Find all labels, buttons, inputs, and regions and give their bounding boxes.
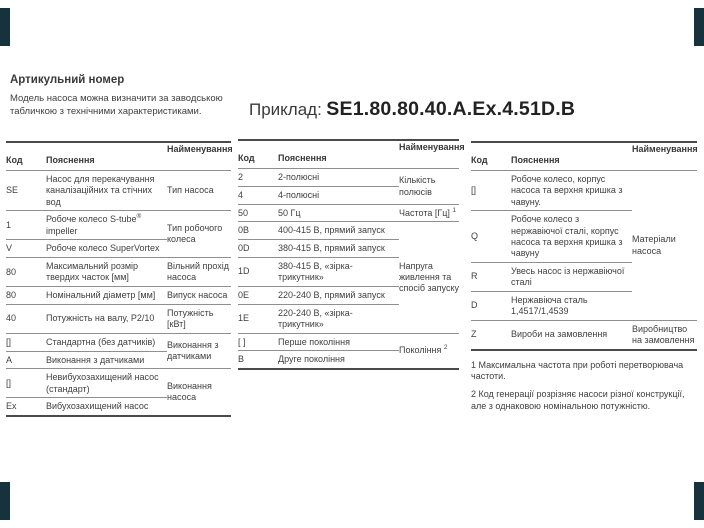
- explanation-cell: Номінальний діаметр [мм]: [46, 287, 167, 305]
- code-cell: R: [471, 262, 511, 291]
- designation-cell: Кількість полюсів: [399, 169, 459, 205]
- type-key-table-electrical: [238, 139, 465, 370]
- explanation-cell: 220-240 В, прямий запуск: [278, 286, 399, 304]
- code-cell: 0B: [238, 222, 278, 240]
- explanation-cell: Робоче колесо S-tube® impeller: [46, 211, 167, 240]
- column-header-designation: Найменування: [167, 142, 231, 171]
- column-header-code: Код: [238, 140, 278, 169]
- header-row: [471, 142, 697, 171]
- table-row: [238, 333, 459, 351]
- column-header-explanation: Пояснення: [511, 142, 632, 171]
- table-row: [6, 211, 231, 240]
- table-row: [471, 171, 697, 211]
- designation-cell: Матеріали насоса: [632, 171, 697, 321]
- code-cell: 2: [238, 169, 278, 187]
- column-header-code: Код: [6, 142, 46, 171]
- column-header-designation: Найменування: [632, 142, 697, 171]
- explanation-cell: Насос для перекачування каналізаційних та стічних вод: [46, 171, 167, 211]
- explanation-cell: Нержавіюча сталь 1,4517/1,4539: [511, 291, 632, 320]
- code-cell: D: [471, 291, 511, 320]
- example-line: [249, 98, 575, 121]
- code-cell: Z: [471, 329, 477, 340]
- page-corner-mark: [0, 482, 10, 520]
- designation-cell: Виконання насоса: [167, 381, 212, 403]
- code-cell: 50: [238, 204, 278, 222]
- explanation-cell: Увесь насос із нержавіючої сталі: [511, 262, 632, 291]
- code-cell: 80: [6, 287, 46, 305]
- explanation-cell: Перше покоління: [278, 333, 399, 351]
- intro-paragraph: Модель насоса можна визначити за заводською табличкою з технічними характеристиками.: [10, 93, 223, 117]
- column-header-designation: Найменування: [399, 140, 459, 169]
- table-row: [6, 333, 231, 351]
- explanation-cell: 400-415 В, прямий запуск: [278, 222, 399, 240]
- type-key-table-pump: [6, 141, 231, 417]
- right-column: [471, 141, 697, 419]
- designation-cell: Тип робочого колеса: [167, 211, 231, 258]
- column-header-explanation: Пояснення: [46, 142, 167, 171]
- type-key-table-materials: [471, 141, 697, 351]
- table-row: [6, 304, 231, 333]
- code-cell: 0E: [238, 286, 278, 304]
- type-key-table: [238, 139, 465, 370]
- table-row: [238, 222, 459, 240]
- designation-cell: Тип насоса: [167, 171, 231, 211]
- table-row: [6, 171, 231, 211]
- code-cell: 0D: [238, 240, 278, 258]
- explanation-cell: 380-415 В, «зірка-трикутник»: [278, 257, 399, 286]
- footnote-1: 1 Максимальна частота при роботі перетворювача частоти.: [471, 359, 684, 382]
- table-row: [471, 320, 697, 350]
- code-cell: B: [238, 354, 245, 365]
- designation-cell: Покоління $^2$: [399, 344, 448, 356]
- code-cell: 1E: [238, 304, 278, 333]
- table-row: [6, 369, 231, 398]
- explanation-cell: Виконання з датчиками: [46, 351, 167, 369]
- example-model-code: SE1.80.80.40.A.Ex.4.51D.B: [326, 98, 576, 120]
- footnotes: [471, 360, 699, 413]
- type-key-table: [471, 141, 697, 351]
- intro-section: [10, 74, 236, 119]
- code-cell: 80: [6, 258, 46, 287]
- table-row: [6, 258, 231, 287]
- code-cell: []: [6, 369, 46, 398]
- code-cell: 4: [238, 186, 278, 204]
- explanation-cell: 2-полюсні: [278, 169, 399, 187]
- column-header-explanation: Пояснення: [278, 140, 399, 169]
- designation-cell: Потужність [кВт]: [167, 304, 231, 333]
- table-row: [6, 287, 231, 305]
- designation-cell: Виконання з датчиками: [167, 333, 231, 369]
- footnote-2: 2 Код генерації розрізняє насоси різної конструкції, але з однаковою номінальною потужністю.: [471, 389, 685, 411]
- designation-cell: Частота [Гц] $^1$: [399, 204, 459, 222]
- explanation-cell: Друге покоління: [278, 354, 345, 365]
- column-header-code: Код: [471, 142, 511, 171]
- code-cell: Q: [471, 211, 511, 263]
- explanation-cell: Максимальний розмір твердих часток [мм]: [46, 258, 167, 287]
- code-cell: Ex: [6, 401, 17, 412]
- code-cell: []: [471, 171, 511, 211]
- page-corner-mark: [694, 482, 704, 520]
- explanation-cell: 4-полюсні: [278, 186, 399, 204]
- code-cell: []: [6, 333, 46, 351]
- page-corner-mark: [0, 8, 10, 46]
- table-row: [238, 169, 459, 187]
- code-cell: A: [6, 351, 46, 369]
- type-key-table: [6, 141, 231, 417]
- example-label: Приклад:: [249, 100, 322, 119]
- designation-cell: Виробництво на замовлення: [632, 323, 695, 345]
- code-cell: V: [6, 240, 46, 258]
- code-cell: [ ]: [238, 333, 278, 351]
- code-cell: SE: [6, 171, 46, 211]
- designation-cell: Напруга живлення та спосіб запуску: [399, 222, 459, 333]
- explanation-cell: Вироби на замовлення: [511, 329, 608, 340]
- designation-cell: Випуск насоса: [167, 287, 231, 305]
- designation-cell: Вільний прохід насоса: [167, 258, 231, 287]
- header-row: [6, 142, 231, 171]
- explanation-cell: Робоче колесо, корпус насоса та верхня кришка з чавуну.: [511, 171, 632, 211]
- page-corner-mark: [694, 8, 704, 46]
- explanation-cell: 380-415 В, прямий запуск: [278, 240, 399, 258]
- header-row: [238, 140, 459, 169]
- code-cell: 1D: [238, 257, 278, 286]
- explanation-cell: Робоче колесо з нержавіючої сталі, корпус насоса та верхня кришка з чавуну: [511, 211, 632, 263]
- code-cell: 40: [6, 304, 46, 333]
- explanation-cell: Стандартна (без датчиків): [46, 333, 167, 351]
- code-cell: 1: [6, 211, 46, 240]
- explanation-cell: Робоче колесо SuperVortex: [46, 240, 167, 258]
- section-title: Артикульний номер: [10, 74, 125, 86]
- table-row: [238, 204, 459, 222]
- explanation-cell: Потужність на валу, P2/10: [46, 304, 167, 333]
- explanation-cell: 50 Гц: [278, 204, 399, 222]
- explanation-cell: Невибухозахищений насос (стандарт): [46, 369, 167, 398]
- explanation-cell: Вибухозахищений насос: [46, 401, 149, 412]
- explanation-cell: 220-240 В, «зірка-трикутник»: [278, 304, 399, 333]
